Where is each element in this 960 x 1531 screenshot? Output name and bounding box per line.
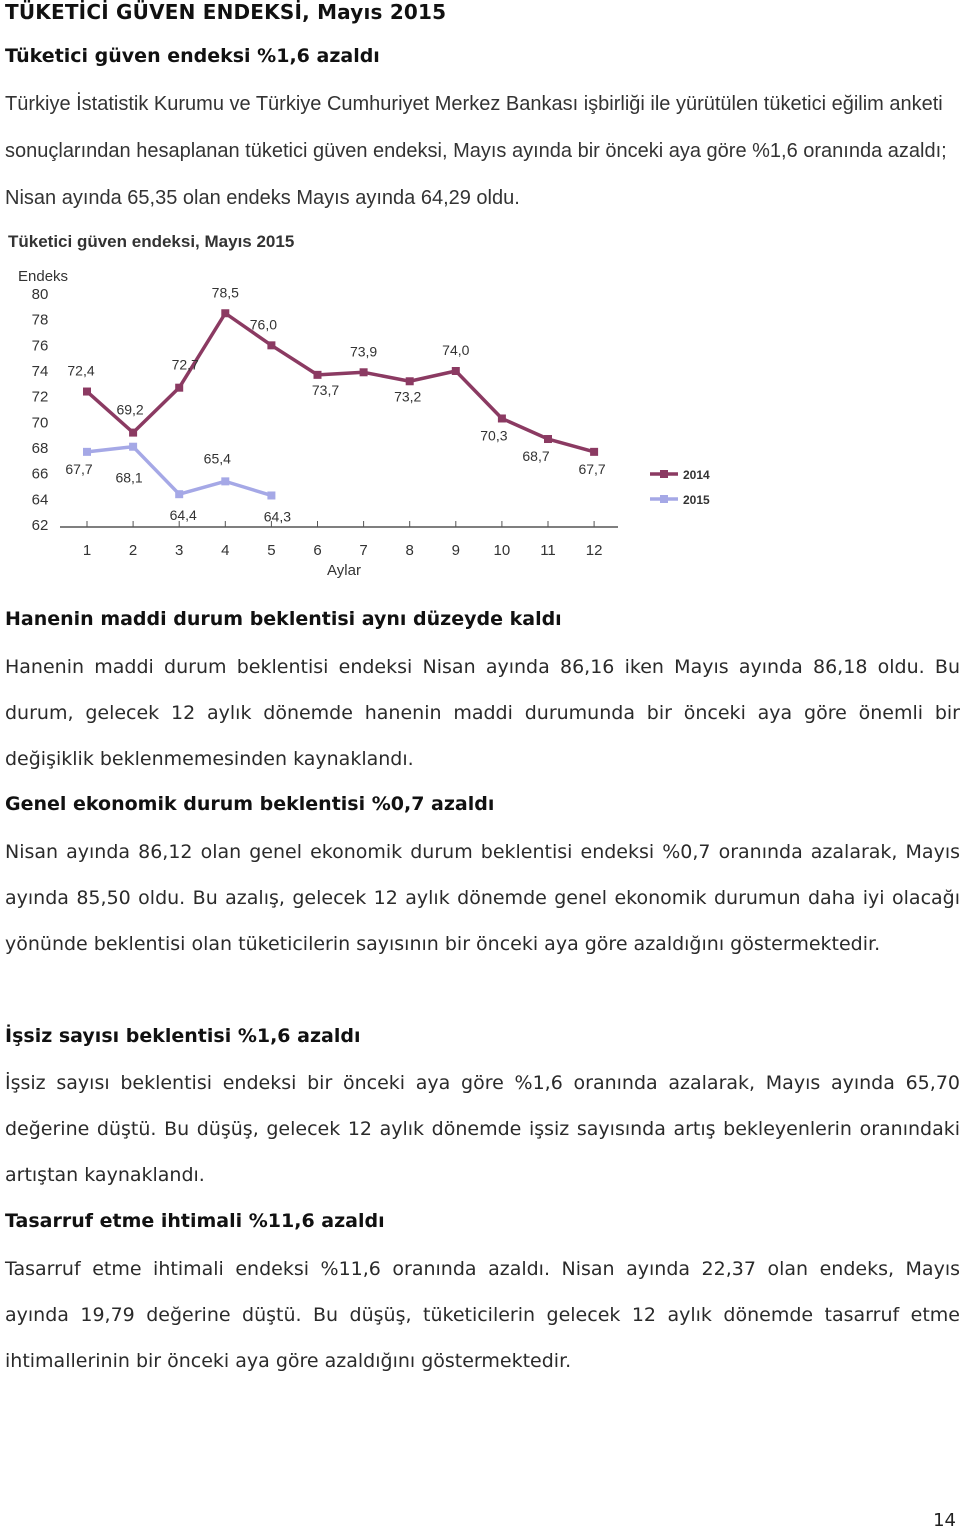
data-point-2014 [452,367,460,375]
x-tick-label: 12 [585,542,603,559]
section-body-unemployment: İşsiz sayısı beklentisi endeksi bir önceki aya göre %1,6 oranında azalarak, Mayıs ayında 65,70 değerine düştü. Bu düşüş, gelecek 12 aylık dönemde işsiz sayısında artış bekleyenlerin oranındaki artıştan kaynaklandı. [5,1072,960,1186]
data-label-2015: 65,4 [203,450,231,467]
y-tick-label: 76 [31,337,49,355]
data-label-2015: 64,4 [169,507,197,524]
data-point-2014 [544,435,552,443]
data-point-2014 [175,384,183,392]
section-heading-unemployment: İşsiz sayısı beklentisi %1,6 azaldı [5,1025,361,1047]
data-label-2014: 73,7 [311,381,340,398]
data-label-2014: 69,2 [116,401,144,418]
y-tick-label: 68 [31,440,49,457]
data-point-2014 [498,414,506,422]
chart-y-label: Endeks [18,268,69,285]
legend-label-2015: 2015 [683,493,710,507]
x-tick-label: 4 [221,542,230,559]
y-tick-label: 66 [31,465,49,483]
x-tick-label: 7 [359,542,368,559]
page-number: 14 [933,1510,956,1531]
data-label-2014: 68,7 [522,448,550,465]
y-tick-label: 78 [31,311,49,329]
legend-label-2014: 2014 [683,468,710,482]
section-heading-consumer-confidence: Tüketici güven endeksi %1,6 azaldı [5,45,380,67]
data-label-2014: 72,4 [67,362,95,379]
data-label-2014: 67,7 [578,460,606,477]
x-tick-label: 10 [493,542,511,559]
y-tick-label: 70 [31,414,49,432]
x-tick-label: 9 [451,542,460,559]
chart-x-label: Aylar [327,562,361,579]
data-point-2015 [129,443,137,451]
section-heading-savings: Tasarruf etme ihtimali %11,6 azaldı [5,1210,385,1232]
legend-marker-2014 [660,470,668,478]
chart-legend [650,468,710,507]
data-point-2014 [221,309,229,317]
data-label-2014: 73,2 [394,388,422,405]
section-body-general-economy: Nisan ayında 86,12 olan genel ekonomik durum beklentisi endeksi %0,7 oranında azalarak, Mayıs ayında 85,50 oldu. Bu azalış, gelecek 12 aylık dönemde genel ekonomik durumun daha iyi olacağı yönünde beklentisi olan tüketicilerin sayısının bir önceki aya göre azaldığını göstermektedir. [5,841,960,955]
series-layer [65,284,606,524]
data-label-2014: 78,5 [211,284,239,301]
x-tick-label: 6 [313,542,322,559]
data-label-2014: 72,7 [171,356,199,373]
data-point-2014 [590,448,598,456]
section-body-savings: Tasarruf etme ihtimali endeksi %11,6 oranında azaldı. Nisan ayında 22,37 olan endeks, Mayıs ayında 19,79 değerine düştü. Bu düşüş, tüketicilerin gelecek 12 aylık dönemde tasarruf etme ihtimallerinin bir önceki aya göre azaldığını göstermektedir. [5,1258,960,1372]
y-axis [32,286,49,534]
data-point-2014 [314,371,322,379]
section-heading-general-economy: Genel ekonomik durum beklentisi %0,7 azaldı [5,793,495,815]
data-point-2014 [129,429,137,437]
x-tick-label: 3 [175,542,184,559]
section-body-consumer-confidence: Türkiye İstatistik Kurumu ve Türkiye Cumhuriyet Merkez Bankası işbirliği ile yürütülen tüketici eğilim anketi sonuçlarından hesaplanan tüketici güven endeksi, Mayıs ayında bir önceki aya göre %1,6 oranında azaldı; Nisan ayında 65,35 olan endeks Mayıs ayında 64,29 oldu. [5,93,947,209]
data-label-2014: 73,9 [349,343,378,360]
y-tick-label: 64 [31,491,49,509]
data-point-2014 [360,368,368,376]
chart-title: Tüketici güven endeksi, Mayıs 2015 [8,232,295,251]
data-label-2015: 67,7 [65,460,93,477]
data-point-2014 [267,341,275,349]
x-tick-label: 5 [267,542,276,559]
data-point-2015 [267,491,275,499]
section-body-household-finance: Hanenin maddi durum beklentisi endeksi Nisan ayında 86,16 iken Mayıs ayında 86,18 oldu. Bu durum, gelecek 12 aylık dönemde hanenin maddi durumunda bir önceki aya göre önemli bir değişiklik beklenmemesinden kaynaklandı. [5,656,960,770]
data-label-2014: 70,3 [480,427,508,444]
x-tick-label: 1 [82,542,92,559]
data-label-2015: 64,3 [263,508,292,525]
x-tick-label: 11 [540,542,556,559]
data-label-2014: 76,0 [249,316,278,333]
section-heading-household-finance: Hanenin maddi durum beklentisi aynı düzeyde kaldı [5,608,562,630]
y-tick-label: 80 [31,286,49,303]
data-label-2015: 68,1 [115,469,143,486]
y-tick-label: 72 [31,388,49,406]
y-tick-label: 74 [31,363,49,380]
document-title: TÜKETİCİ GÜVEN ENDEKSİ, Mayıs 2015 [5,0,447,24]
data-point-2015 [221,477,229,485]
y-tick-label: 62 [31,517,49,534]
consumer-confidence-chart [0,224,720,584]
data-point-2015 [83,448,91,456]
legend-marker-2015 [660,495,668,503]
x-tick-label: 8 [405,542,414,559]
x-tick-label: 2 [128,542,138,559]
data-label-2014: 74,0 [442,342,470,358]
data-point-2014 [406,377,414,385]
data-point-2015 [175,490,183,498]
series-line-2014 [87,313,594,452]
data-point-2014 [83,388,91,396]
